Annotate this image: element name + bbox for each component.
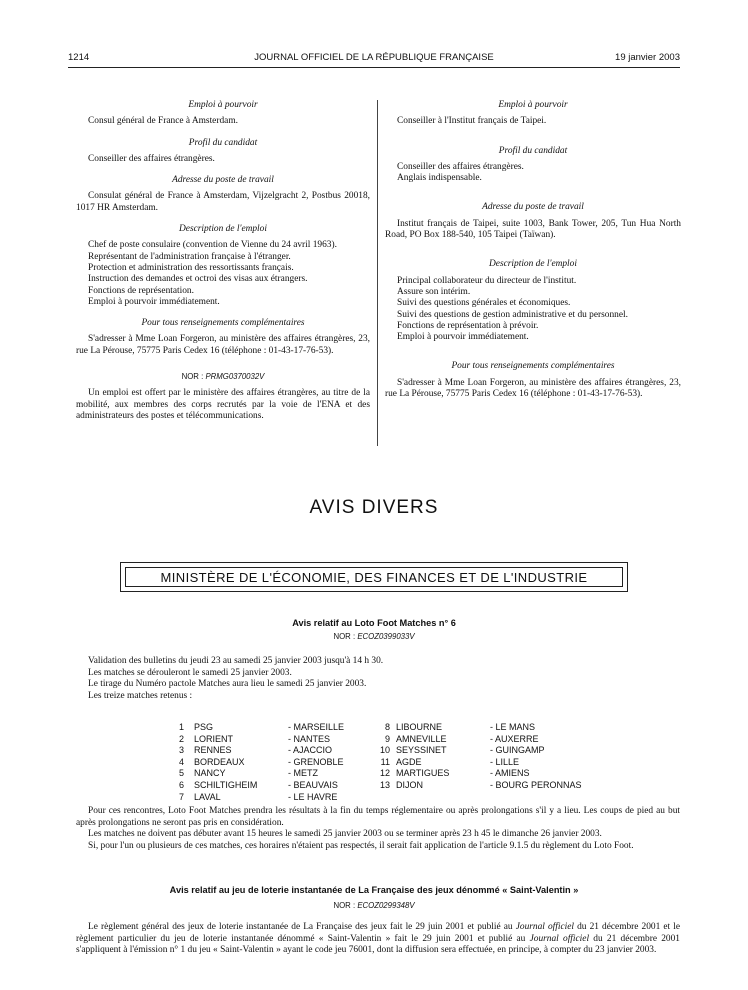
match-number: 12 <box>379 768 390 779</box>
loto-rules <box>76 806 680 852</box>
match-away-team: - BOURG PERONNAS <box>490 779 582 790</box>
left-emploi: Consul général de France à Amsterdam. <box>88 116 238 127</box>
left-profil-heading: Profil du candidat <box>188 137 258 148</box>
header-rule <box>68 67 680 68</box>
match-number: 10 <box>379 745 390 756</box>
match-number: 7 <box>178 791 184 802</box>
journal-officiel-ref: Journal officiel <box>529 933 590 944</box>
journal-officiel-ref: Journal officiel <box>515 922 575 932</box>
left-renseignements-heading: Pour tous renseignements complémentaires <box>141 318 305 329</box>
match-number: 13 <box>379 779 390 790</box>
left-nor <box>76 371 370 382</box>
left-description-line: Instruction des demandes et octroi des visas aux étrangers. <box>88 274 308 285</box>
match-number: 3 <box>178 745 184 756</box>
left-description-line: Représentant de l'administration française à l'étranger. <box>88 251 291 262</box>
loto-rule: Les matches ne doivent pas débuter avant 15 heures le samedi 25 janvier 2003 ou se terminer après 23 h 45 le dimanche 26 janvier 2003. <box>88 829 602 839</box>
match-away-team: - LILLE <box>490 756 520 767</box>
match-home-team: DIJON <box>396 779 423 790</box>
right-emploi: Conseiller à l'Institut français de Taipei. <box>397 116 547 127</box>
left-description-line: Chef de poste consulaire (convention de Vienne du 24 avril 1963). <box>88 240 337 251</box>
match-number: 1 <box>178 722 184 732</box>
avis-divers-title: AVIS DIVERS <box>309 497 439 518</box>
column-divider <box>377 100 378 446</box>
right-description-line: Suivi des questions générales et économiques. <box>397 298 571 309</box>
match-away-team: - LE HAVRE <box>288 791 338 802</box>
match-away-team: - GUINGAMP <box>490 745 545 756</box>
right-profil-line: Conseiller des affaires étrangères. <box>397 161 524 172</box>
right-adresse-heading: Adresse du poste de travail <box>482 202 584 213</box>
valentin-title: Avis relatif au jeu de loterie instantanée de La Française des jeux dénommé « Saint-Valentin » <box>169 885 579 895</box>
match-home-team: LIBOURNE <box>396 722 443 732</box>
right-profil-line: Anglais indispensable. <box>397 173 482 184</box>
match-home-team: LORIENT <box>194 733 234 744</box>
ministry-name: MINISTÈRE DE L'ÉCONOMIE, DES FINANCES ET DE L'INDUSTRIE <box>125 567 623 587</box>
match-home-team: NANCY <box>194 768 226 779</box>
match-home-team: LAVAL <box>194 791 221 802</box>
match-number: 11 <box>380 756 390 767</box>
journal-title: JOURNAL OFFICIEL DE LA RÉPUBLIQUE FRANÇAISE <box>254 52 494 63</box>
ministry-box <box>120 562 628 592</box>
left-emploi-heading: Emploi à pourvoir <box>188 100 258 110</box>
right-renseignements-heading: Pour tous renseignements complémentaires <box>451 361 615 372</box>
page-header <box>68 52 680 66</box>
loto-rule: Pour ces rencontres, Loto Foot Matches prendra les résultats à la fin du temps réglementaire ou après prolongations s'il y a lieu. Les coups de pied au but après prolongations ne seront pas pris en considération. <box>76 806 680 828</box>
left-profil: Conseiller des affaires étrangères. <box>88 153 215 164</box>
match-away-team: - BEAUVAIS <box>288 779 338 790</box>
left-adresse-heading: Adresse du poste de travail <box>172 175 274 186</box>
match-number: 5 <box>178 768 184 779</box>
right-description-line: Suivi des questions de gestion administrative et du personnel. <box>397 309 628 320</box>
left-final-paragraph: Un emploi est offert par le ministère des affaires étrangères, au titre de la mobilité, aux membres des corps recrutés par la voie de l'ENA et des administrateurs des postes et télécommunications. <box>76 388 370 421</box>
match-number: 4 <box>178 756 184 767</box>
left-description-line: Fonctions de représentation. <box>88 285 194 296</box>
match-away-team: - MARSEILLE <box>288 722 345 732</box>
match-number: 8 <box>384 722 390 732</box>
right-description-line: Fonctions de représentation à prévoir. <box>397 320 539 331</box>
match-away-team: - NANTES <box>288 733 331 744</box>
nor-code: ECOZ0399033V <box>357 632 415 641</box>
loto-intro-line: Les treize matches retenus : <box>88 690 193 701</box>
right-column <box>385 96 681 400</box>
match-away-team: - GRENOBLE <box>288 756 344 767</box>
nor-label: NOR : <box>181 372 204 382</box>
right-description-line: Emploi à pourvoir immédiatement. <box>397 332 529 343</box>
match-home-team: PSG <box>194 722 214 732</box>
left-description-heading: Description de l'emploi <box>179 224 267 235</box>
left-renseignements: S'adresser à Mme Loan Forgeron, au ministère des affaires étrangères, 23, rue La Pérouse, 75775 Paris Cedex 16 (téléphone : 01-43-17-76-53). <box>76 334 370 356</box>
valentin-paragraph <box>76 922 680 957</box>
loto-title: Avis relatif au Loto Foot Matches n° 6 <box>292 618 456 628</box>
valentin-text-part: du 21 décembre 2001 s'appliquent à l'émission n° 1 du jeu « Saint-Valentin » ayant le code jeu 76001, dont la diffusion sera effectuée, en principe, à compter du 23 janvier 2003. <box>76 933 680 955</box>
page-number: 1214 <box>68 52 90 63</box>
loto-nor <box>0 632 748 641</box>
right-description-line: Assure son intérim. <box>397 286 471 297</box>
right-profil-heading: Profil du candidat <box>498 145 568 156</box>
valentin-text <box>76 922 680 957</box>
match-away-team: - LE MANS <box>490 722 536 732</box>
match-home-team: AMNEVILLE <box>396 733 447 744</box>
match-home-team: SCHILTIGHEIM <box>194 779 258 790</box>
valentin-text-part: du 21 décembre 2001 et le règlement particulier du jeu de loterie instantanée dénommé « Saint-Valentin » fait le 29 juin 2001 et publié au <box>76 922 681 944</box>
issue-date: 19 janvier 2003 <box>615 52 680 63</box>
loto-intro <box>88 656 688 702</box>
nor-label: NOR : <box>333 901 356 910</box>
nor-code: PRMG0370032V <box>205 372 265 382</box>
right-emploi-heading: Emploi à pourvoir <box>498 100 568 110</box>
match-home-team: BORDEAUX <box>194 756 245 767</box>
right-description-line: Principal collaborateur du directeur de l'institut. <box>397 275 577 286</box>
matches-away-right <box>490 722 582 792</box>
match-away-team: - METZ <box>288 768 318 779</box>
loto-intro-line: Le tirage du Numéro pactole Matches aura lieu le samedi 25 janvier 2003. <box>88 679 367 689</box>
match-away-team: - AUXERRE <box>490 733 539 744</box>
match-number: 9 <box>384 733 390 744</box>
matches-home-left <box>194 722 257 803</box>
matches-numbers-left <box>170 722 184 803</box>
match-number: 6 <box>178 779 184 790</box>
match-away-team: - AMIENS <box>490 768 530 779</box>
left-description-line: Emploi à pourvoir immédiatement. <box>88 296 220 307</box>
matches-away-left <box>288 722 344 803</box>
matches-numbers-right <box>376 722 390 792</box>
valentin-text-part: Le règlement général des jeux de loterie instantanée de La Française des jeux fait le 29 juin 2001 et publié au <box>88 922 516 932</box>
nor-label: NOR : <box>333 632 356 641</box>
match-away-team: - AJACCIO <box>288 745 333 756</box>
loto-intro-line: Validation des bulletins du jeudi 23 au samedi 25 janvier 2003 jusqu'à 14 h 30. <box>88 656 384 666</box>
right-adresse: Institut français de Taipei, suite 1003, Bank Tower, 205, Tun Hua North Road, PO Box 188-540, 105 Taipei (Taïwan). <box>385 218 681 241</box>
right-renseignements: S'adresser à Mme Loan Forgeron, au ministère des affaires étrangères, 23, rue La Pérouse, 75775 Paris Cedex 16 (téléphone : 01-43-17-76-53). <box>385 377 681 400</box>
loto-intro-line: Les matches se dérouleront le samedi 25 janvier 2003. <box>88 667 292 678</box>
right-description-heading: Description de l'emploi <box>489 259 577 270</box>
matches-home-right <box>396 722 449 792</box>
left-column <box>76 96 370 422</box>
match-number: 2 <box>178 733 184 744</box>
loto-rule: Si, pour l'un ou plusieurs de ces matches, ces horaires n'étaient pas respectés, il serait fait application de l'article 9.1.5 du règlement du Loto Foot. <box>88 840 634 851</box>
left-description-line: Protection et administration des ressortissants français. <box>88 262 294 273</box>
match-home-team: RENNES <box>194 745 232 756</box>
match-home-team: AGDE <box>396 756 422 767</box>
valentin-nor <box>0 901 748 910</box>
nor-code: ECOZ0299348V <box>357 901 415 910</box>
match-home-team: SEYSSINET <box>396 745 447 756</box>
match-home-team: MARTIGUES <box>396 768 450 779</box>
left-adresse: Consulat général de France à Amsterdam, Vijzelgracht 2, Postbus 20018, 1017 HR Amsterdam. <box>76 191 370 213</box>
